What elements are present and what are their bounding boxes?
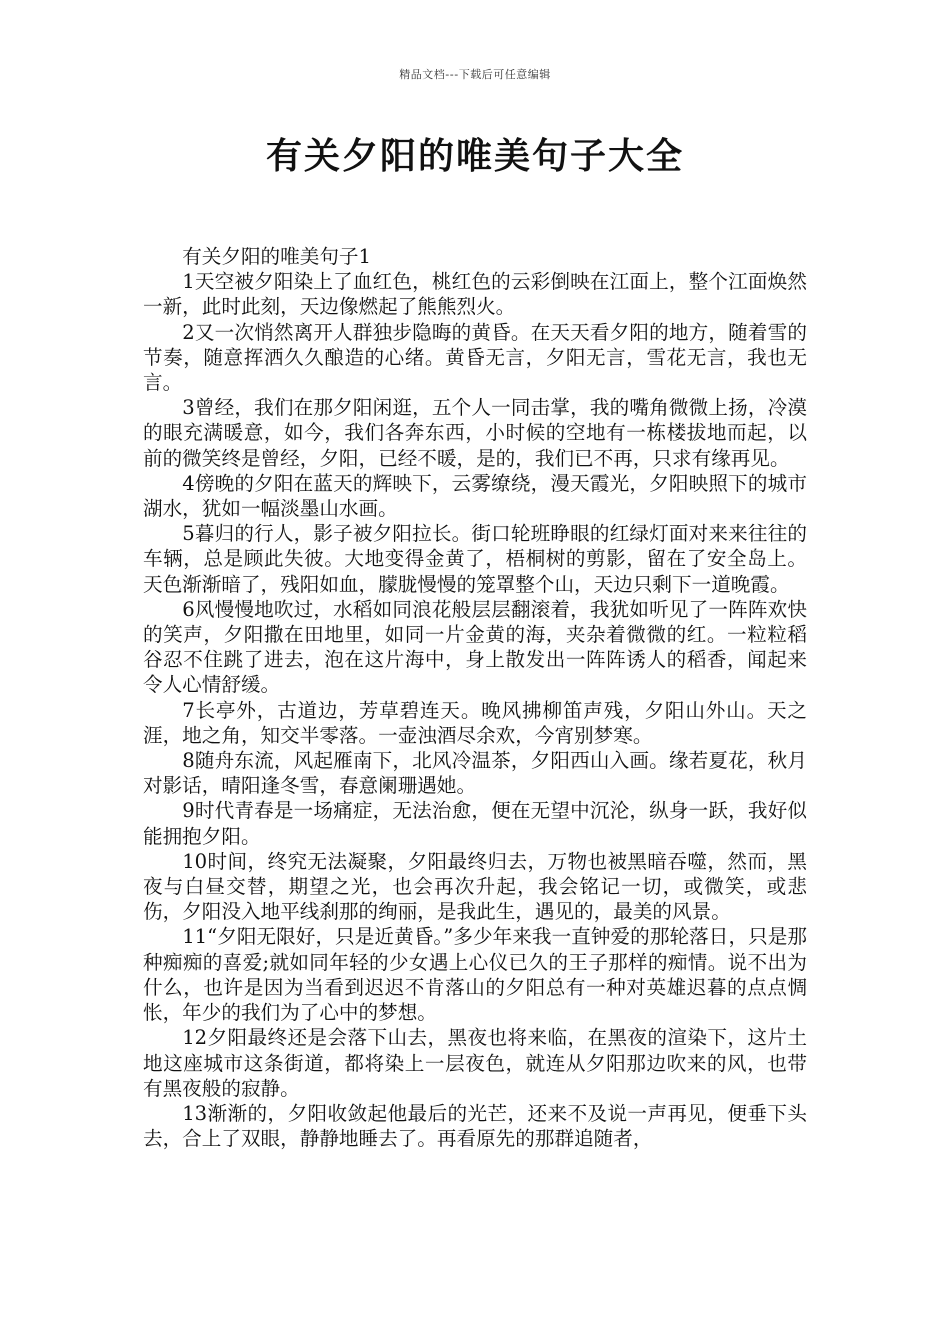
document-body <box>143 244 807 1151</box>
paragraph-10: 10时间，终究无法凝聚，夕阳最终归去，万物也被黑暗吞噬，然而，黑夜与白昼交替，期望之光，也会再次升起，我会铭记一切，或微笑，或悲伤，夕阳没入地平线刹那的绚丽，是我此生，遇见的，最美的风景。 <box>143 849 807 924</box>
paragraph-12: 12夕阳最终还是会落下山去，黑夜也将来临，在黑夜的渲染下，这片土地这座城市这条街道，都将染上一层夜色，就连从夕阳那边吹来的风，也带有黑夜般的寂静。 <box>143 1026 807 1100</box>
paragraph-9: 9时代青春是一场痛症，无法治愈，便在无望中沉沦，纵身一跃，我好似能拥抱夕阳。 <box>143 799 807 848</box>
paragraph-6: 6风慢慢地吹过，水稻如同浪花般层层翻滚着，我犹如听见了一阵阵欢快的笑声，夕阳撒在田地里，如同一片金黄的海，夹杂着微微的红。一粒粒稻谷忍不住跳了进去，泡在这片海中，身上散发出一阵阵诱人的稻香，闻起来令人心情舒缓。 <box>143 597 807 697</box>
paragraph-7: 7长亭外，古道边，芳草碧连天。晚风拂柳笛声残，夕阳山外山。天之涯，地之角，知交半零落。一壶浊酒尽余欢，今宵别梦寒。 <box>143 698 807 747</box>
section-heading: 有关夕阳的唯美句子1 <box>182 245 371 268</box>
paragraph-8: 8随舟东流，风起雁南下，北风冷温茶，夕阳西山入画。缘若夏花，秋月对影话，晴阳逢冬雪，春意阑珊遇她。 <box>143 749 807 798</box>
paragraph-11: 11“夕阳无限好，只是近黄昏。”多少年来我一直钟爱的那轮落日，只是那种痴痴的喜爱;就如同年轻的少女遇上心仪已久的王子那样的痴情。说不出为什么，也许是因为当看到迟迟不肯落山的夕阳总有一种对英雄迟暮的点点惆怅，年少的我们为了心中的梦想。 <box>143 925 807 1025</box>
paragraph-2: 2又一次悄然离开人群独步隐晦的黄昏。在天天看夕阳的地方，随着雪的节奏，随意挥洒久久酿造的心绪。黄昏无言，夕阳无言，雪花无言，我也无言。 <box>143 320 807 395</box>
document-title: 有关夕阳的唯美句子大全 <box>265 136 684 177</box>
paragraph-13: 13渐渐的，夕阳收敛起他最后的光芒，还来不及说一声再见，便垂下头去，合上了双眼，静静地睡去了。再看原先的那群追随者， <box>143 1101 807 1151</box>
paragraph-1: 1天空被夕阳染上了血红色，桃红色的云彩倒映在江面上，整个江面焕然一新，此时此刻，天边像燃起了熊熊烈火。 <box>143 270 807 319</box>
paragraph-5: 5暮归的行人，影子被夕阳拉长。街口轮班睁眼的红绿灯面对来来往往的车辆，总是顾此失彼。大地变得金黄了，梧桐树的剪影，留在了安全岛上。天色渐渐暗了，残阳如血，朦胧慢慢的笼罩整个山，天边只剩下一道晚霞。 <box>143 522 807 596</box>
header-note: 精品文档---下载后可任意编辑 <box>399 68 551 81</box>
paragraph-3: 3曾经，我们在那夕阳闲逛，五个人一同击掌，我的嘴角微微上扬，冷漠的眼充满暖意，如今，我们各奔东西，小时候的空地有一栋楼拔地而起，以前的微笑终是曾经，夕阳，已经不暖，是的，我们已不再，只求有缘再见。 <box>143 396 807 470</box>
paragraph-4: 4傍晚的夕阳在蓝天的辉映下，云雾缭绕，漫天霞光，夕阳映照下的城市湖水，犹如一幅淡墨山水画。 <box>143 471 807 521</box>
